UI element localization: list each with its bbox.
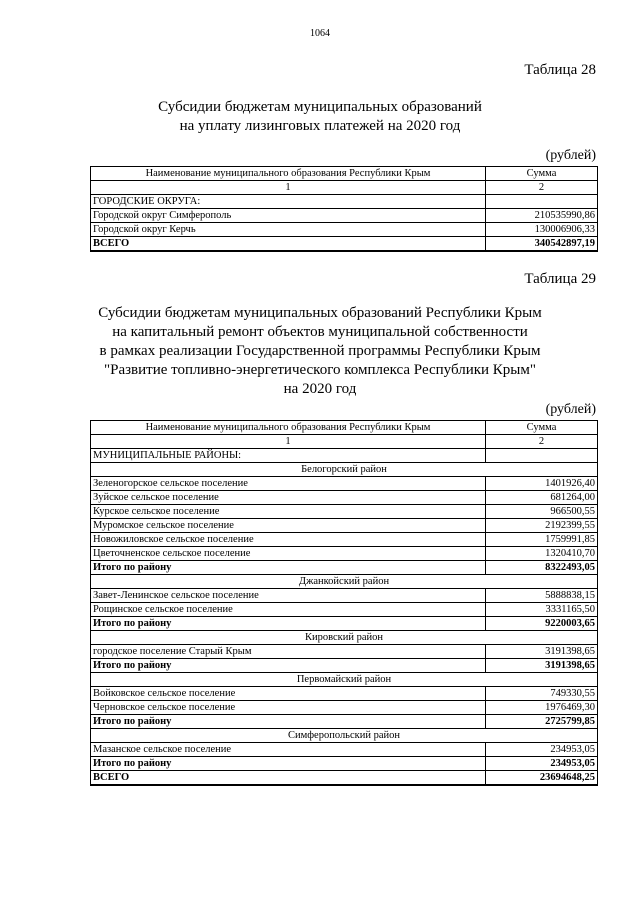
total-label: ВСЕГО [91, 771, 486, 786]
column-number: 1 [91, 435, 486, 449]
column-header-name: Наименование муниципального образования Республики Крым [91, 167, 486, 181]
total-label: Итого по району [91, 715, 486, 729]
table-row [91, 701, 598, 715]
total-label: Итого по району [91, 561, 486, 575]
table-29-title-line: "Развитие топливно-энергетического комплекса Республики Крым" [103, 362, 537, 378]
table-row [91, 743, 598, 757]
table-header-row [91, 421, 598, 435]
table-29-unit: (рублей) [545, 402, 596, 417]
table-28-title-line: на уплату лизинговых платежей на 2020 год [179, 118, 461, 134]
row-value: 1320410,70 [486, 547, 598, 561]
table-row [91, 477, 598, 491]
column-header-sum: Сумма [486, 167, 598, 181]
row-name: Новожиловское сельское поселение [91, 533, 486, 547]
row-name: Черновское сельское поселение [91, 701, 486, 715]
row-value: 130006906,33 [486, 223, 598, 237]
total-label: Итого по району [91, 617, 486, 631]
total-value: 3191398,65 [486, 659, 598, 673]
district-name: Кировский район [91, 631, 598, 645]
column-number-row [91, 435, 598, 449]
district-name: Симферопольский район [91, 729, 598, 743]
table-29-title-line: на капитальный ремонт объектов муниципальной собственности [112, 324, 528, 340]
district-total-row [91, 757, 598, 771]
page-number: 1064 [310, 28, 330, 39]
row-name: Цветочненское сельское поселение [91, 547, 486, 561]
total-value: 8322493,05 [486, 561, 598, 575]
table-row [91, 491, 598, 505]
table-row [91, 645, 598, 659]
district-header-row [91, 463, 598, 477]
row-value: 681264,00 [486, 491, 598, 505]
table-28-title-line: Субсидии бюджетам муниципальных образований [158, 99, 482, 115]
table-row [91, 547, 598, 561]
table-28 [90, 166, 598, 252]
total-value: 2725799,85 [486, 715, 598, 729]
section-label: МУНИЦИПАЛЬНЫЕ РАЙОНЫ: [91, 449, 486, 463]
district-name: Джанкойский район [91, 575, 598, 589]
table-28-title [0, 98, 640, 136]
table-row [91, 589, 598, 603]
empty-cell [486, 195, 598, 209]
table-29-title-line: в рамках реализации Государственной программы Республики Крым [99, 343, 541, 359]
table-row [91, 505, 598, 519]
row-value: 1976469,30 [486, 701, 598, 715]
row-value: 1759991,85 [486, 533, 598, 547]
table-row [91, 687, 598, 701]
district-total-row [91, 561, 598, 575]
section-row [91, 195, 598, 209]
row-name: Зуйское сельское поселение [91, 491, 486, 505]
district-total-row [91, 659, 598, 673]
row-name: Городской округ Симферополь [91, 209, 486, 223]
table-29-title [0, 304, 640, 399]
total-value: 23694648,25 [486, 771, 598, 786]
row-value: 5888838,15 [486, 589, 598, 603]
grand-total-row [91, 237, 598, 252]
row-value: 1401926,40 [486, 477, 598, 491]
district-header-row [91, 575, 598, 589]
table-29-title-line: Субсидии бюджетам муниципальных образований Республики Крым [98, 305, 542, 321]
district-name: Белогорский район [91, 463, 598, 477]
table-row [91, 209, 598, 223]
district-header-row [91, 673, 598, 687]
district-header-row [91, 729, 598, 743]
table-row [91, 519, 598, 533]
grand-total-row [91, 771, 598, 786]
section-label: ГОРОДСКИЕ ОКРУГА: [91, 195, 486, 209]
row-name: Городской округ Керчь [91, 223, 486, 237]
row-value: 3191398,65 [486, 645, 598, 659]
district-name: Первомайский район [91, 673, 598, 687]
table-29-label: Таблица 29 [524, 271, 596, 287]
table-header-row [91, 167, 598, 181]
row-name: Мазанское сельское поселение [91, 743, 486, 757]
row-name: Завет-Ленинское сельское поселение [91, 589, 486, 603]
table-row [91, 533, 598, 547]
row-name: Рощинское сельское поселение [91, 603, 486, 617]
column-number: 1 [91, 181, 486, 195]
column-number-row [91, 181, 598, 195]
table-29 [90, 420, 598, 786]
total-label: Итого по району [91, 659, 486, 673]
row-name: Войковское сельское поселение [91, 687, 486, 701]
district-header-row [91, 631, 598, 645]
row-name: Зеленогорское сельское поселение [91, 477, 486, 491]
section-row [91, 449, 598, 463]
column-number: 2 [486, 181, 598, 195]
row-value: 234953,05 [486, 743, 598, 757]
column-number: 2 [486, 435, 598, 449]
district-total-row [91, 715, 598, 729]
table-row [91, 223, 598, 237]
row-value: 2192399,55 [486, 519, 598, 533]
total-label: ВСЕГО [91, 237, 486, 252]
row-name: Муромское сельское поселение [91, 519, 486, 533]
total-value: 340542897,19 [486, 237, 598, 252]
row-value: 3331165,50 [486, 603, 598, 617]
row-name: Курское сельское поселение [91, 505, 486, 519]
empty-cell [486, 449, 598, 463]
table-28-unit: (рублей) [545, 148, 596, 163]
table-row [91, 603, 598, 617]
row-name: городское поселение Старый Крым [91, 645, 486, 659]
table-29-title-line: на 2020 год [283, 381, 357, 397]
total-value: 234953,05 [486, 757, 598, 771]
row-value: 966500,55 [486, 505, 598, 519]
total-label: Итого по району [91, 757, 486, 771]
column-header-name: Наименование муниципального образования Республики Крым [91, 421, 486, 435]
total-value: 9220003,65 [486, 617, 598, 631]
row-value: 749330,55 [486, 687, 598, 701]
table-28-label: Таблица 28 [524, 62, 596, 78]
row-value: 210535990,86 [486, 209, 598, 223]
column-header-sum: Сумма [486, 421, 598, 435]
district-total-row [91, 617, 598, 631]
